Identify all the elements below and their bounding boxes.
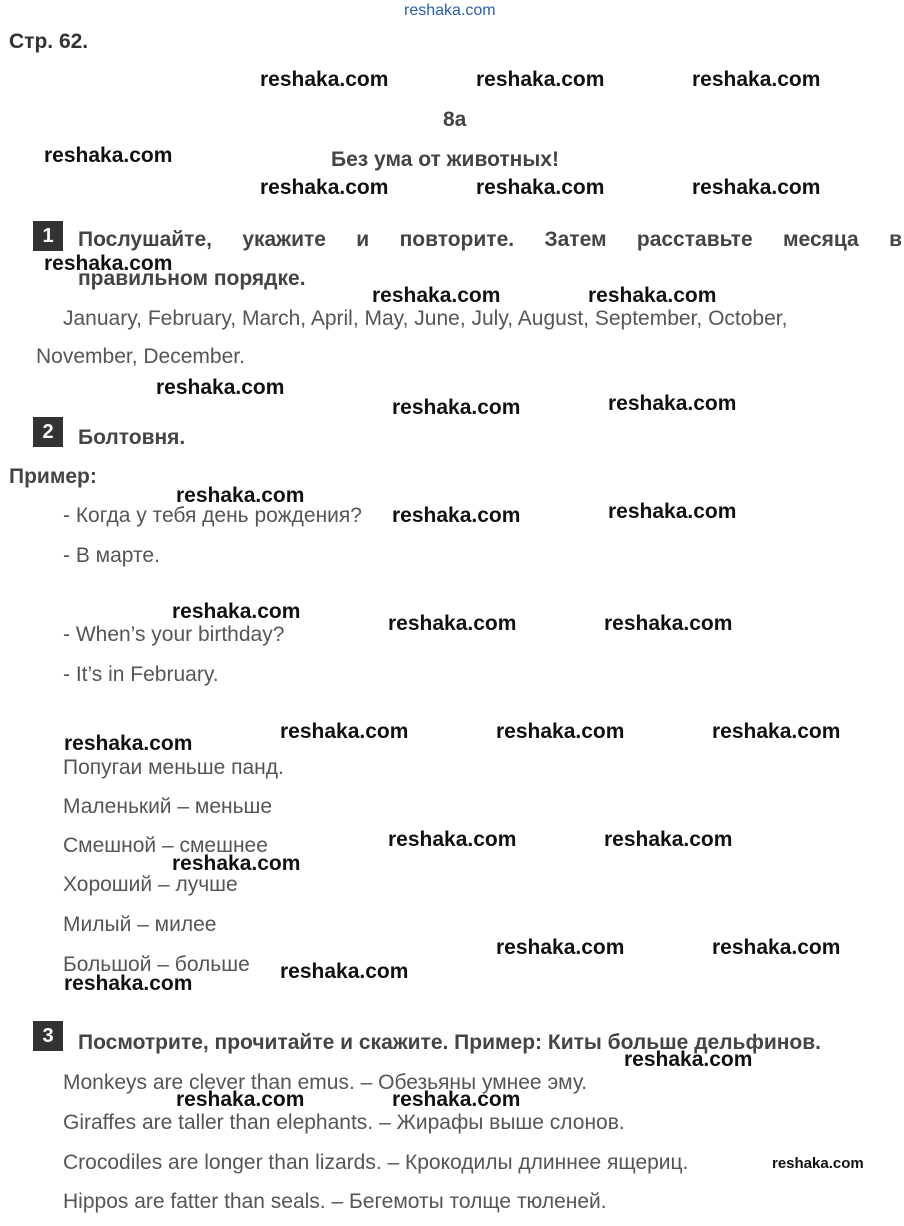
watermark: reshaka.com xyxy=(624,1048,753,1071)
watermark: reshaka.com xyxy=(476,176,605,199)
watermark: reshaka.com xyxy=(156,376,285,399)
unit-title: Без ума от животных! xyxy=(331,148,559,171)
watermark: reshaka.com xyxy=(392,1088,521,1111)
watermark: reshaka.com xyxy=(64,972,193,995)
task-1-answer-line-1: January, February, March, April, May, June, July, August, September, October, xyxy=(63,307,788,330)
watermark: reshaka.com xyxy=(388,828,517,851)
example-label: Пример: xyxy=(9,465,97,488)
task-1-title-line-2: правильном порядке. xyxy=(78,267,306,290)
comparison-line: Хороший – лучше xyxy=(63,873,238,896)
watermark: reshaka.com xyxy=(608,500,737,523)
watermark: reshaka.com xyxy=(476,68,605,91)
task-2-number-badge: 2 xyxy=(33,417,63,447)
watermark: reshaka.com xyxy=(280,720,409,743)
task-2-title: Болтовня. xyxy=(78,426,186,449)
watermark-small: reshaka.com xyxy=(772,1155,864,1172)
comparison-line: Большой – больше xyxy=(63,953,250,976)
watermark: reshaka.com xyxy=(388,612,517,635)
watermark: reshaka.com xyxy=(496,936,625,959)
watermark: reshaka.com xyxy=(260,176,389,199)
watermark: reshaka.com xyxy=(372,284,501,307)
dialogue-line: - В марте. xyxy=(63,544,160,567)
watermark: reshaka.com xyxy=(692,68,821,91)
watermark: reshaka.com xyxy=(176,1088,305,1111)
task-1-number-badge: 1 xyxy=(33,221,63,251)
watermark: reshaka.com xyxy=(496,720,625,743)
task-1-title-line-1: Послушайте, укажите и повторите. Затем расставьте месяца в xyxy=(78,228,902,251)
watermark: reshaka.com xyxy=(392,396,521,419)
comparison-line: Милый – милее xyxy=(63,913,217,936)
task-3-line: Hippos are fatter than seals. – Бегемоты толще тюленей. xyxy=(63,1190,607,1213)
page-label: Стр. 62. xyxy=(9,30,89,53)
comparison-line: Смешной – смешнее xyxy=(63,834,268,857)
watermark: reshaka.com xyxy=(44,144,173,167)
task-3-line: Crocodiles are longer than lizards. – Крокодилы длиннее ящериц. xyxy=(63,1151,689,1174)
watermark: reshaka.com xyxy=(172,852,301,875)
top-watermark-link[interactable]: reshaka.com xyxy=(404,2,496,19)
dialogue-line: - When’s your birthday? xyxy=(63,623,285,646)
watermark: reshaka.com xyxy=(260,68,389,91)
task-3-line: Giraffes are taller than elephants. – Жирафы выше слонов. xyxy=(63,1111,625,1134)
watermark: reshaka.com xyxy=(64,732,193,755)
task-3-number-badge: 3 xyxy=(33,1021,63,1051)
watermark: reshaka.com xyxy=(692,176,821,199)
watermark: reshaka.com xyxy=(392,504,521,527)
watermark: reshaka.com xyxy=(604,828,733,851)
watermark: reshaka.com xyxy=(176,484,305,507)
watermark: reshaka.com xyxy=(588,284,717,307)
watermark: reshaka.com xyxy=(280,960,409,983)
unit-number: 8a xyxy=(443,108,467,131)
watermark: reshaka.com xyxy=(712,720,841,743)
watermark: reshaka.com xyxy=(608,392,737,415)
comparison-line: Маленький – меньше xyxy=(63,795,273,818)
watermark: reshaka.com xyxy=(44,252,173,275)
task-3-line: Monkeys are clever than emus. – Обезьяны умнее эму. xyxy=(63,1071,588,1094)
watermark: reshaka.com xyxy=(172,600,301,623)
dialogue-line: - Когда у тебя день рождения? xyxy=(63,504,362,527)
task-3-title: Посмотрите, прочитайте и скажите. Пример: Киты больше дельфинов. xyxy=(78,1031,821,1054)
dialogue-line: - It’s in February. xyxy=(63,663,219,686)
watermark: reshaka.com xyxy=(604,612,733,635)
task-1-answer-line-2: November, December. xyxy=(36,345,245,368)
watermark: reshaka.com xyxy=(712,936,841,959)
comparison-line: Попугаи меньше панд. xyxy=(63,756,284,779)
